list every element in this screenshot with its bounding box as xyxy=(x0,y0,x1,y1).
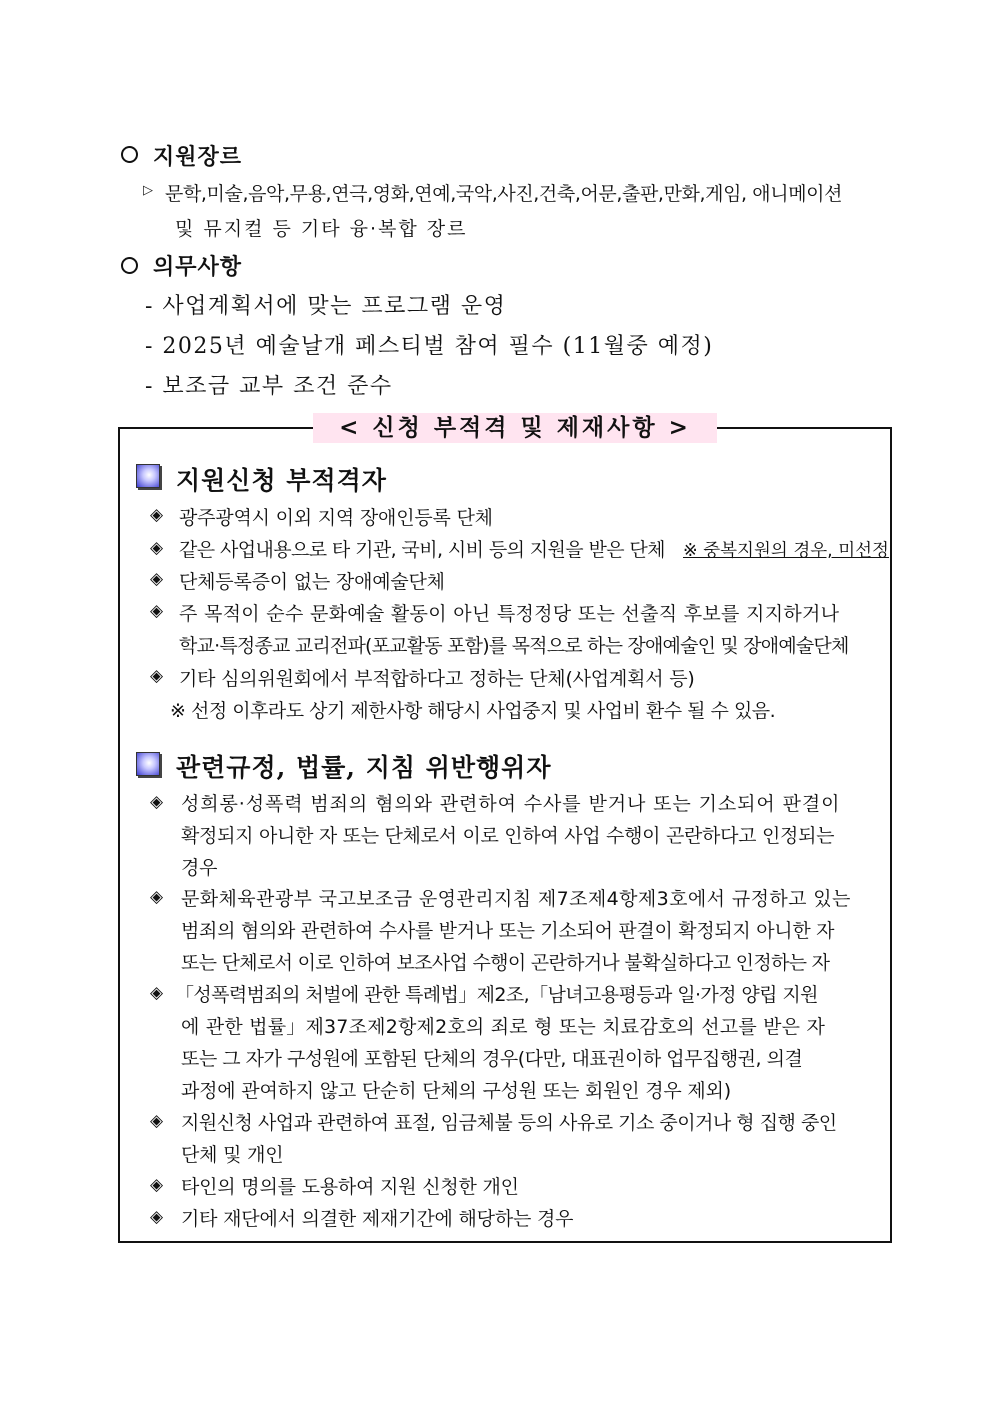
support-genre-line1: 문학,미술,음악,무용,연극,영화,연예,국악,사진,건축,어문,출판,만화,게임, 애니메이션 xyxy=(165,183,843,205)
section2-item-cont: 또는 그 자가 구성원에 포함된 단체의 경우(다만, 대표권이하 업무집행권, 의결 xyxy=(181,1048,803,1070)
diamond-bullet-icon: ◈ xyxy=(150,1111,164,1131)
section1-item: 기타 심의위원회에서 부적합하다고 정하는 단체(사업계획서 등) xyxy=(179,668,695,690)
diamond-bullet-icon: ◈ xyxy=(150,792,164,812)
section1-item: 같은 사업내용으로 타 기관, 국비, 시비 등의 지원을 받은 단체 xyxy=(179,539,665,561)
section2-item-cont: 과정에 관여하지 않고 단순히 단체의 구성원 또는 회원인 경우 제외) xyxy=(181,1080,731,1102)
diamond-bullet-icon: ◈ xyxy=(150,569,164,589)
obligations-heading: 의무사항 xyxy=(153,255,243,280)
obligation-item: - 2025년 예술날개 페스티벌 참여 필수 (11월중 예정) xyxy=(145,334,714,359)
diamond-bullet-icon: ◈ xyxy=(150,538,164,558)
section2-item-cont: 또는 단체로서 이로 인하여 보조사업 수행이 곤란하거나 불확실하다고 인정하는 자 xyxy=(181,952,830,974)
section2-item: 지원신청 사업과 관련하여 표절, 임금체불 등의 사유로 기소 중이거나 형 집행 중인 xyxy=(181,1112,837,1134)
section1-item: 광주광역시 이외 지역 장애인등록 단체 xyxy=(179,507,493,529)
restrictions-box-title: < 신청 부적격 및 제재사항 > xyxy=(313,413,717,443)
section1-item-cont: 학교·특정종교 교리전파(포교활동 포함)를 목적으로 하는 장애예술인 및 장애예술단체 xyxy=(179,635,849,657)
square-bullet-icon xyxy=(136,752,160,776)
circle-bullet-icon xyxy=(121,146,138,163)
diamond-bullet-icon: ◈ xyxy=(150,666,164,686)
section2-item: 「성폭력범죄의 처벌에 관한 특례법」제2조,「남녀고용평등과 일·가정 양립 지원 xyxy=(175,984,818,1006)
square-bullet-icon xyxy=(136,464,160,488)
obligation-item: - 사업계획서에 맞는 프로그램 운영 xyxy=(145,294,507,319)
section1-footnote: ※ 선정 이후라도 상기 제한사항 해당시 사업중지 및 사업비 환수 될 수 있음. xyxy=(170,700,776,722)
diamond-bullet-icon: ◈ xyxy=(150,983,164,1003)
diamond-bullet-icon: ◈ xyxy=(150,887,164,907)
section2-item-cont: 범죄의 혐의와 관련하여 수사를 받거나 또는 기소되어 판결이 확정되지 아니한 자 xyxy=(181,920,835,942)
support-genre-line2: 및 뮤지컬 등 기타 융·복합 장르 xyxy=(175,218,468,240)
section2-item-cont: 경우 xyxy=(181,857,218,879)
circle-bullet-icon xyxy=(121,257,138,274)
diamond-bullet-icon: ◈ xyxy=(150,505,164,525)
section2-item: 성희롱·성폭력 범죄의 혐의와 관련하여 수사를 받거나 또는 기소되어 판결이 xyxy=(181,793,841,815)
diamond-bullet-icon: ◈ xyxy=(150,1175,164,1195)
duplicate-support-note: ※ 중복지원의 경우, 미선정 xyxy=(683,541,889,561)
section2-item: 타인의 명의를 도용하여 지원 신청한 개인 xyxy=(181,1176,519,1198)
section2-item-cont: 에 관한 법률」제37조제2항제2호의 죄로 형 또는 치료감호의 선고를 받은 자 xyxy=(181,1016,826,1038)
section1-item: 단체등록증이 없는 장애예술단체 xyxy=(179,571,445,593)
diamond-bullet-icon: ◈ xyxy=(150,601,164,621)
section2-item: 기타 재단에서 의결한 제재기간에 해당하는 경우 xyxy=(181,1208,574,1230)
triangle-bullet-icon: ▷ xyxy=(143,183,153,198)
obligation-item: - 보조금 교부 조건 준수 xyxy=(145,374,393,399)
section2-item-cont: 단체 및 개인 xyxy=(181,1144,284,1166)
section2-heading: 관련규정, 법률, 지침 위반행위자 xyxy=(176,753,552,782)
section2-item-cont: 확정되지 아니한 자 또는 단체로서 이로 인하여 사업 수행이 곤란하다고 인정되는 xyxy=(181,825,835,847)
support-genre-heading: 지원장르 xyxy=(153,145,243,170)
section1-heading: 지원신청 부적격자 xyxy=(176,466,387,495)
section2-item: 문화체육관광부 국고보조금 운영관리지침 제7조제4항제3호에서 규정하고 있는 xyxy=(181,888,851,910)
section1-item: 주 목적이 순수 문화예술 활동이 아닌 특정정당 또는 선출직 후보를 지지하거나 xyxy=(179,603,840,625)
diamond-bullet-icon: ◈ xyxy=(150,1207,164,1227)
